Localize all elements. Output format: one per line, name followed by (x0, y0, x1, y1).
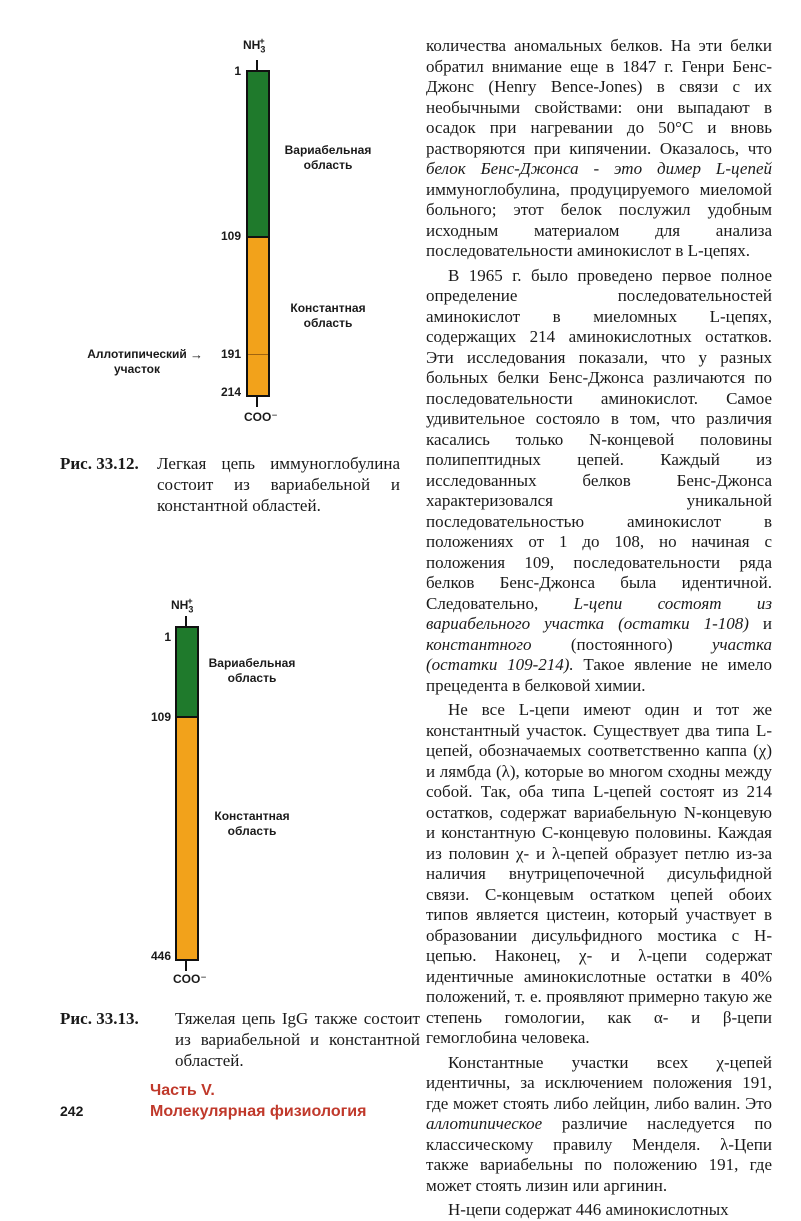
caption-text: Тяжелая цепь IgG также состоит из вариабельной и константной областей. (175, 1009, 420, 1070)
paragraph-1: количества аномальных белков. На эти белки обратил внимание еще в 1847 г. Генри Бенс-Джонс (Henry Bence-Jones) в связи с их необычными свойствами: они выпадают в осадок при нагревании до 50°С и вновь растворяются при кипячении. Оказалось, что белок Бенс-Джонса - это димер L-цепей иммуноглобулина, продуцируемого миеломой больного; этот белок послужил удобным исходным материалом для анализа последовательности аминокислот в L-цепях. (426, 36, 772, 260)
heavy-chain-bar (175, 626, 199, 961)
c-terminus-stem (256, 397, 258, 407)
boundary-line (248, 236, 268, 238)
position-446-label: 446 (150, 949, 171, 963)
paragraph-3: Не все L-цепи имеют один и тот же константный участок. Существует два типа L-цепей, обозначаемых соответственно каппа (χ) и лямбда (λ), которые во многом сходны между собой. Так, оба типа L-цепей состоят из 214 остатков, содержат вариабельную N-концевую и константную С-концевую половины. Каждая из половин χ- и λ-цепей образует петлю из-за наличия внутрицепочечной дисульфидной связи. С-концевым остатком цепей обоих типов является цистеин, который участвует в образовании дисульфидного мостика с Н-цепью. Наконец, χ- и λ-цепи содержат идентичные аминокислотные остатки в 40% положений, т. е. проявляют примерно такую же степень гомологии, как α- и β-цепи гемоглобина человека. (426, 700, 772, 1047)
allotypic-site-label: Аллотипический участок (87, 347, 187, 376)
paragraph-5: Н-цепи содержат 446 аминокислотных (448, 1200, 729, 1219)
c-terminus-label: COO⁻ (244, 410, 278, 424)
boundary-line (177, 716, 197, 718)
allotypic-arrow-icon: → (190, 347, 203, 362)
position-214-label: 214 (220, 385, 241, 399)
constant-region-label: Константная область (290, 301, 366, 330)
position-191-label: 191 (220, 347, 241, 361)
paragraph-4: Константные участки всех χ-цепей идентичны, за исключением положения 191, где может стоять либо лейцин, либо валин. Это аллотипическое различие наследуется по классическому правилу Менделя. λ-Цепи также вариабельны по положению 191, где может стоять лизин или аргинин. (426, 1052, 772, 1195)
n-terminus-stem (256, 60, 258, 70)
variable-region-segment (248, 72, 268, 237)
figure-33-12-caption (60, 453, 400, 523)
constant-region-segment (248, 237, 268, 395)
c-terminus-stem (185, 961, 187, 971)
n-terminus-label: $NH_3^+$ (171, 596, 194, 615)
position-1-label: 1 (164, 630, 171, 644)
position-109-label: 109 (150, 710, 171, 724)
caption-label: Рис. 33.12. (60, 454, 139, 473)
caption-label: Рис. 33.13. (60, 1009, 139, 1028)
n-terminus-stem (185, 616, 187, 626)
position-109-label: 109 (220, 229, 241, 243)
paragraph-2: В 1965 г. было проведено первое полное определение последовательностей аминокислот в миеломных L-цепях, содержащих 214 аминокислотных остатков. Эти исследования показали, что у разных больных белки Бенс-Джонса различаются по последовательности аминокислот. Самое удивительное состояло в том, что различия касались только N-концевой половины полипептидных цепей. Каждый из исследованных белков Бенс-Джонса характеризовался уникальной последовательностью аминокислот в положениях от 1 до 108, но начиная с положения 109, последовательности ряда белков Бенс-Джонса была идентичной. Следовательно, L-цепи состоят из вариабельного участка (остатки 1-108) и константного (постоянного) участка (остатки 109-214). Такое явление не имело прецедента в белковой химии. (426, 265, 772, 695)
figure-33-13 (0, 590, 420, 1000)
allotypic-marker-line (248, 354, 268, 355)
light-chain-bar (246, 70, 270, 397)
n-terminus-label: $NH_3^+$ (243, 36, 266, 55)
variable-region-segment (177, 628, 197, 717)
constant-region-segment (177, 717, 197, 959)
main-text-column (426, 36, 772, 1221)
constant-region-label: Константная область (214, 809, 290, 838)
page-number: 242 (60, 1103, 84, 1119)
caption-text: Легкая цепь иммуноглобулина состоит из вариабельной и константной областей. (157, 454, 400, 515)
position-1-label: 1 (234, 64, 241, 78)
figure-33-12 (0, 0, 420, 440)
c-terminus-label: COO⁻ (173, 972, 207, 986)
variable-region-label: Вариабельная область (208, 656, 296, 685)
figure-33-13-caption (60, 1008, 420, 1078)
variable-region-label: Вариабельная область (284, 143, 372, 172)
part-title: Часть V. Молекулярная физиология (150, 1082, 367, 1120)
